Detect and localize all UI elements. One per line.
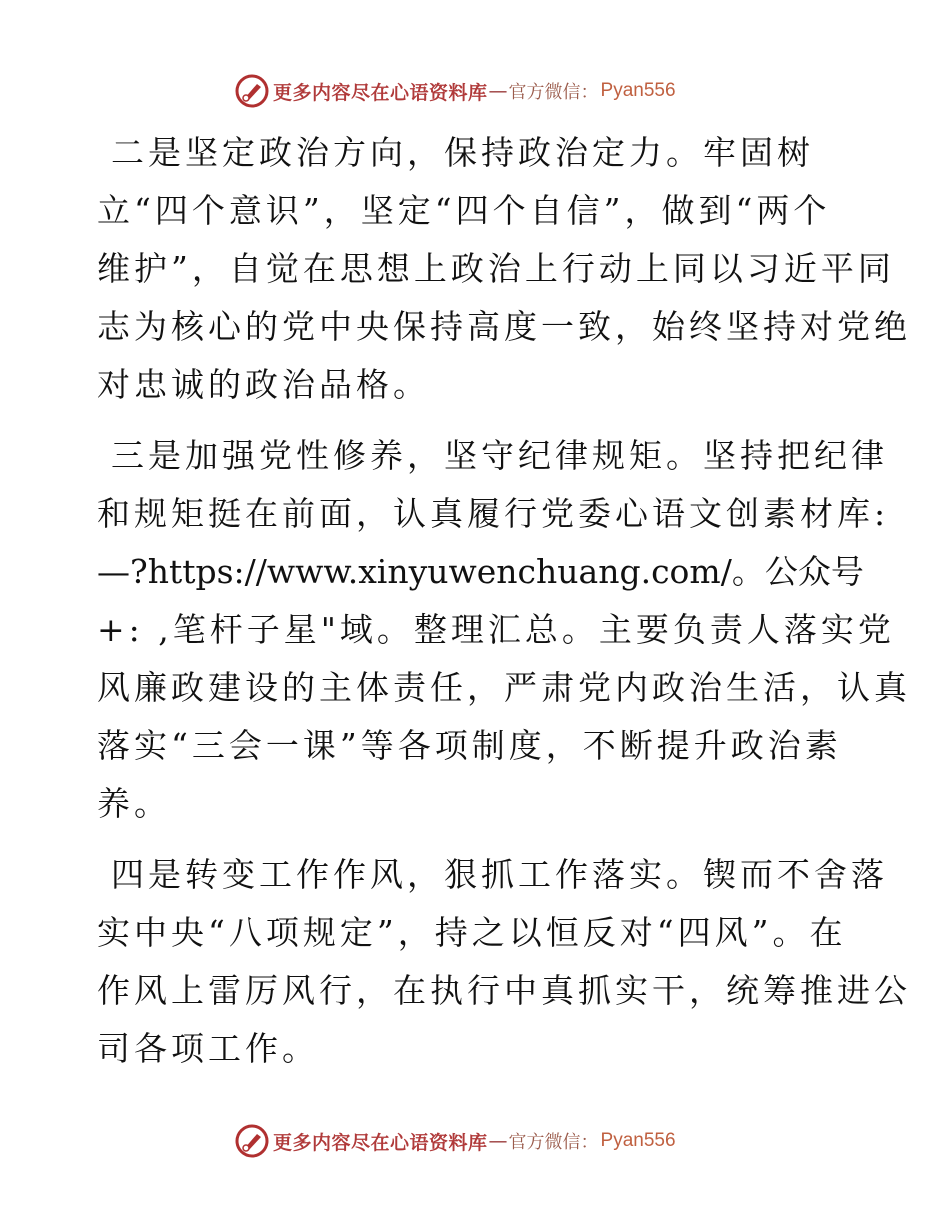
text-line: —?https://www.xinyuwenchuang.com/。公众号	[97, 552, 864, 591]
text-line: 风廉政建设的主体责任，严肃党内政治生活，认真	[97, 668, 911, 707]
text-line: 立“四个意识”，坚定“四个自信”，做到“两个	[97, 191, 831, 230]
text-line: 三是加强党性修养，坚守纪律规矩。坚持把纪律	[111, 436, 888, 475]
banner-sub-text: 官方微信：	[508, 1132, 599, 1153]
text-line: 维护”，自觉在思想上政治上行动上同以习近平同	[97, 249, 895, 288]
text-line: 四是转变工作作风，狠抓工作落实。锲而不舍落	[111, 855, 888, 894]
document-body	[97, 124, 911, 1078]
text-line: 司各项工作。	[97, 1029, 319, 1068]
text-line: 志为核心的党中央保持高度一致，始终坚持对党绝	[97, 307, 911, 346]
text-line: 养。	[97, 784, 171, 823]
pen-logo-icon	[235, 1124, 269, 1158]
header-banner[interactable]	[235, 73, 715, 109]
text-line: 落实“三会一课”等各项制度，不断提升政治素	[97, 726, 842, 765]
banner-main-text: 更多内容尽在心语资料库	[273, 81, 488, 104]
text-line: 实中央“八项规定”，持之以恒反对“四风”。在	[97, 913, 847, 952]
banner-wechat-id: Pyan556	[600, 80, 676, 101]
text-line: 作风上雷厉风行，在执行中真抓实干，统筹推进公	[97, 971, 911, 1010]
banner-sub-text: 官方微信：	[508, 82, 599, 103]
text-line: +: ,笔杆子星"域。整理汇总。主要负责人落实党	[97, 610, 895, 649]
banner-wechat-id: Pyan556	[600, 1130, 676, 1151]
text-line: 对忠诚的政治品格。	[97, 365, 430, 404]
pen-logo-icon	[235, 74, 269, 108]
text-line: 和规矩挺在前面，认真履行党委心语文创素材库:	[97, 494, 890, 533]
text-line: 二是坚定政治方向，保持政治定力。牢固树	[111, 133, 814, 172]
footer-banner[interactable]	[235, 1123, 715, 1159]
banner-main-text: 更多内容尽在心语资料库	[273, 1131, 488, 1154]
banner-dash: —	[488, 1130, 508, 1152]
banner-dash: —	[488, 80, 508, 102]
